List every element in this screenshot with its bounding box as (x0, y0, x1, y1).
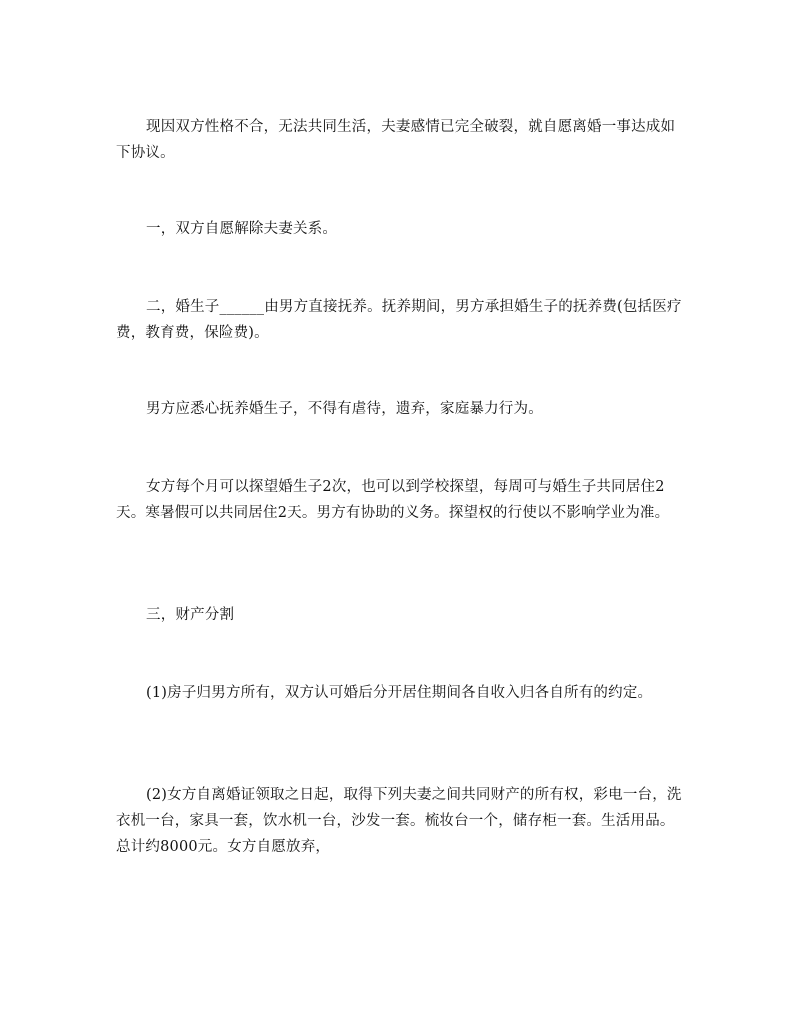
paragraph-clause-3-heading: 三，财产分割 (146, 607, 235, 623)
paragraph-property-1: (1)房子归男方所有，双方认可婚后分开居住期间各自收入归各自所有的约定。 (146, 685, 653, 701)
paragraph-clause-1: 一，双方自愿解除夫妻关系。 (146, 221, 338, 237)
paragraph-care-obligation: 男方应悉心抚养婚生子，不得有虐待，遗弃，家庭暴力行为。 (146, 401, 543, 417)
paragraph-clause-2: 二，婚生子______由男方直接抚养。抚养期间，男方承担婚生子的抚养费(包括医疗费，教育费，保险费)。 (116, 299, 682, 341)
paragraph-property-2: (2)女方自离婚证领取之日起，取得下列夫妻之间共同财产的所有权，彩电一台，洗衣机一台，家具一套，饮水机一台，沙发一套。梳妆台一个，储存柜一套。生活用品。总计约8000元。女方自愿放弃， (116, 787, 682, 855)
paragraph-intro: 现因双方性格不合，无法共同生活，夫妻感情已完全破裂，就自愿离婚一事达成如下协议。 (116, 119, 676, 161)
paragraph-visitation: 女方每个月可以探望婚生子2次，也可以到学校探望，每周可与婚生子共同居住2天。寒暑假可以共同居住2天。男方有协助的义务。探望权的行使以不影响学业为准。 (116, 479, 670, 521)
